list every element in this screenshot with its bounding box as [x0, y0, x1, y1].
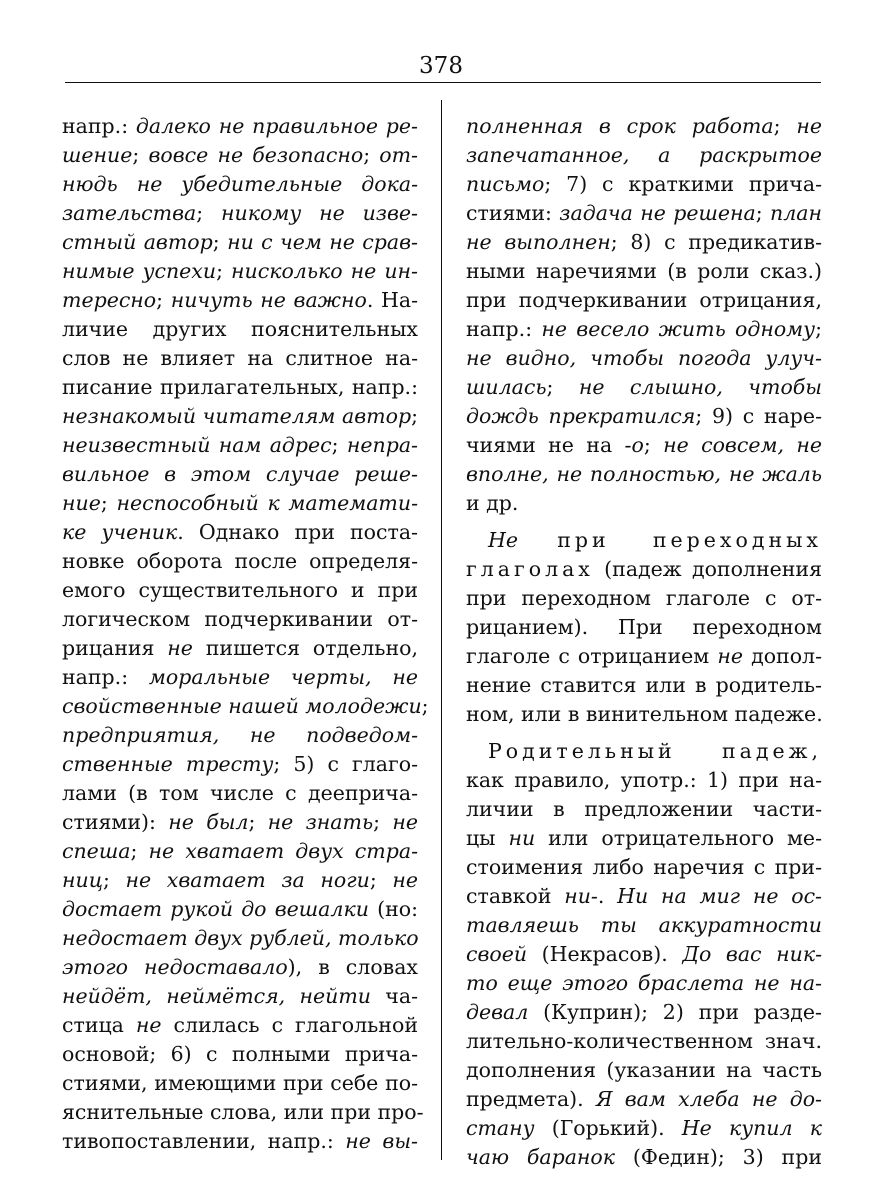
text-run: ном, или в винительном падеже. — [466, 702, 823, 726]
text-line — [466, 642, 822, 671]
text-line — [466, 373, 822, 402]
text-line — [466, 112, 822, 141]
text-line — [62, 547, 418, 576]
text-line — [466, 170, 822, 199]
text-run: личие других пояснительных — [62, 317, 418, 341]
italic-example: не хватает за ноги — [125, 868, 370, 892]
text-line — [466, 1114, 822, 1143]
spaced-heading: глаголах — [466, 557, 594, 581]
text-line — [62, 1127, 418, 1156]
italic-example: план — [770, 201, 823, 225]
italic-example: моральные черты, не — [148, 665, 418, 689]
text-run: допол- — [742, 644, 823, 668]
text-run: ными наречиями (в роли сказ.) — [466, 259, 822, 283]
text-run: новке оборота после определя- — [62, 549, 418, 573]
text-line — [466, 199, 822, 228]
text-run: ; — [130, 839, 149, 863]
text-line — [62, 112, 418, 141]
text-line — [62, 460, 418, 489]
text-run: напр.: — [62, 665, 149, 689]
italic-example: своей — [466, 942, 528, 966]
text-run: при подчеркивании отрицания, — [466, 288, 822, 312]
text-line — [62, 953, 418, 982]
italic-example: стный автор — [62, 230, 213, 254]
text-line — [62, 315, 418, 344]
text-line — [62, 663, 418, 692]
text-line — [62, 1040, 418, 1069]
italic-example: зательства — [62, 201, 197, 225]
left-column — [62, 112, 429, 1156]
text-run: (Федин); 3) при — [615, 1145, 822, 1169]
italic-example: Не — [488, 528, 519, 552]
text-line — [62, 808, 418, 837]
text-line — [62, 982, 418, 1011]
text-line — [62, 576, 418, 605]
text-run: ; — [216, 259, 232, 283]
text-line — [466, 1143, 822, 1172]
italic-example: достает рукой до вешалки — [62, 897, 369, 921]
text-line — [62, 837, 418, 866]
text-run: ; — [248, 810, 268, 834]
italic-example: ни — [508, 826, 536, 850]
text-run: ; — [100, 491, 117, 515]
text-run: ставкой — [466, 884, 565, 908]
italic-example: ниц — [62, 868, 104, 892]
text-run: (но: — [368, 897, 418, 921]
italic-example: -о — [624, 433, 644, 457]
text-run: нение ставится или в родитель- — [466, 673, 822, 697]
text-run: (Куприн); 2) при разде- — [528, 1000, 822, 1024]
text-line — [466, 584, 822, 613]
italic-example: нюдь не убедительные дока- — [62, 172, 418, 196]
text-line — [62, 402, 418, 431]
text-run: ; — [643, 433, 664, 457]
italic-example: не вы- — [345, 1129, 418, 1153]
spaced-heading: Родительный падеж, — [488, 739, 822, 763]
italic-example: Ни на миг не ос- — [617, 884, 822, 908]
italic-example: недостает двух рублей, только — [62, 926, 419, 950]
text-line — [466, 737, 822, 766]
text-line — [62, 895, 418, 924]
text-line — [466, 228, 822, 257]
text-run: слов не влияет на слитное на- — [62, 346, 418, 370]
text-run: и др. — [466, 491, 519, 515]
text-run: . На- — [366, 288, 418, 312]
italic-example: Не купил к — [681, 1116, 822, 1140]
text-line — [62, 1011, 418, 1040]
text-line — [466, 795, 822, 824]
text-line — [62, 924, 418, 953]
text-run: личии в предложении части- — [466, 797, 822, 821]
italic-example: не слышно, чтобы — [578, 375, 822, 399]
text-line — [62, 170, 418, 199]
text-run: ; — [156, 288, 171, 312]
text-run: ; — [132, 143, 149, 167]
italic-example: предприятия, не подведом- — [62, 723, 418, 747]
italic-example: не выполнен — [466, 230, 611, 254]
text-line — [62, 721, 418, 750]
text-run: ; — [103, 868, 126, 892]
italic-example: спеша — [62, 839, 131, 863]
text-line — [466, 1056, 822, 1085]
header-rule — [65, 82, 821, 83]
italic-example: запечатанное, а раскрытое — [466, 143, 822, 167]
text-line — [466, 998, 822, 1027]
text-run — [518, 528, 557, 552]
text-line — [466, 1085, 822, 1114]
text-run: рицанием). При переходном — [466, 615, 822, 639]
text-run: ; — [331, 433, 347, 457]
italic-example: вовсе не безопасно — [148, 143, 364, 167]
italic-example: нисколько не ин- — [231, 259, 418, 283]
text-line — [62, 1098, 424, 1127]
italic-example: не — [717, 644, 743, 668]
italic-example: от- — [379, 143, 418, 167]
text-run: (падеж дополнения — [593, 557, 822, 581]
italic-example: ни с чем не срав- — [227, 230, 418, 254]
italic-example: чаю баранок — [466, 1145, 616, 1169]
text-line — [62, 634, 418, 663]
text-run: напр.: — [466, 317, 542, 341]
text-run: стица — [62, 1013, 136, 1037]
text-run: при переходном глаголе с от- — [466, 586, 822, 610]
italic-example: девал — [466, 1000, 529, 1024]
italic-example: вильное в этом случае реше- — [62, 462, 418, 486]
italic-example: этого недоставало — [62, 955, 288, 979]
text-line — [466, 940, 822, 969]
text-run: тивопоставлении, напр.: — [62, 1129, 346, 1153]
text-line — [466, 460, 822, 489]
text-run: ; — [373, 810, 393, 834]
text-run: ; — [411, 404, 418, 428]
italic-example: До вас ник- — [682, 942, 822, 966]
italic-example: полненная в срок работа — [466, 114, 774, 138]
italic-example: свойственные нашей молодежи — [62, 694, 422, 718]
text-line — [62, 228, 418, 257]
text-run: ; — [212, 230, 228, 254]
italic-example: письмо — [466, 172, 545, 196]
text-run: лительно-количественном знач. — [466, 1029, 822, 1053]
text-line — [466, 141, 822, 170]
text-run: ; — [546, 375, 579, 399]
italic-example: неизвестный нам адрес — [62, 433, 332, 457]
italic-example: не был — [168, 810, 249, 834]
spaced-heading: при переходных — [557, 528, 822, 552]
text-run: ; — [815, 317, 822, 341]
text-run: лами (в том числе с дееприча- — [62, 781, 418, 805]
italic-example: ке ученик — [62, 520, 178, 544]
text-run: стиями, имеющими при себе по- — [62, 1071, 418, 1095]
text-run: дополнения (указании на часть — [466, 1058, 822, 1082]
text-line — [466, 315, 822, 344]
italic-example: нейдёт, неймётся, нейти — [62, 984, 371, 1008]
text-line — [466, 344, 822, 373]
italic-example: не — [796, 114, 822, 138]
text-line — [466, 286, 822, 315]
italic-example: не совсем, не — [663, 433, 822, 457]
text-line — [466, 882, 822, 911]
italic-example: тересно — [62, 288, 157, 312]
paragraph-gap — [466, 729, 822, 737]
text-run: ; — [196, 201, 222, 225]
text-run: (Горький). — [534, 1116, 682, 1140]
text-run: как правило, употр.: 1) при на- — [466, 768, 822, 792]
italic-example: то еще этого браслета не на- — [466, 971, 822, 995]
text-run: ; 8) с предикатив- — [610, 230, 822, 254]
text-line — [62, 750, 418, 779]
italic-example: вполне, не полностью, не жаль — [466, 462, 822, 486]
text-line — [62, 344, 418, 373]
text-run: стоимения либо наречия с при- — [466, 855, 822, 879]
italic-example: не видно, чтобы погода улуч- — [466, 346, 822, 370]
italic-example: непра- — [346, 433, 418, 457]
text-line — [62, 518, 418, 547]
text-line — [466, 489, 822, 518]
text-run: емого существительного и при — [62, 578, 418, 602]
text-run: писание прилагательных, напр.: — [62, 375, 418, 399]
italic-example: не — [392, 868, 418, 892]
text-run: ча- — [371, 984, 419, 1008]
text-run: ; — [755, 201, 771, 225]
text-run: напр.: — [62, 114, 136, 138]
italic-example: Я вам хлеба не до- — [595, 1087, 822, 1111]
text-run: слилась с глагольной — [161, 1013, 418, 1037]
text-run: ), в словах — [287, 955, 418, 979]
italic-example: никому не изве- — [221, 201, 418, 225]
italic-example: ни- — [564, 884, 598, 908]
paragraph-gap — [466, 518, 822, 526]
italic-example: не хватает двух стра- — [148, 839, 418, 863]
text-run: стиями: — [466, 201, 560, 225]
text-line — [62, 431, 418, 460]
italic-example: стану — [466, 1116, 535, 1140]
text-line — [466, 402, 822, 431]
text-line — [466, 700, 822, 729]
page-number: 378 — [419, 53, 463, 79]
text-run: основой; 6) с полными прича- — [62, 1042, 418, 1066]
text-line — [466, 257, 822, 286]
text-line — [466, 853, 822, 882]
text-run: цы — [466, 826, 509, 850]
text-run: пишется отдельно, — [192, 636, 418, 660]
text-line — [466, 969, 822, 998]
text-run: стиями): — [62, 810, 169, 834]
text-run: ; — [421, 694, 429, 718]
italic-example: не весело жить одному — [541, 317, 816, 341]
italic-example: задача не решена — [559, 201, 756, 225]
text-run: ; — [773, 114, 797, 138]
text-run: . — [597, 884, 618, 908]
text-line — [466, 1027, 822, 1056]
text-run: ; 5) с глаго- — [273, 752, 418, 776]
text-line — [466, 613, 822, 642]
text-line — [62, 866, 418, 895]
italic-example: незнакомый читателям автор — [62, 404, 412, 428]
text-line — [62, 257, 418, 286]
italic-example: ничуть не важно — [170, 288, 367, 312]
text-line — [62, 199, 418, 228]
italic-example: не — [135, 1013, 162, 1037]
text-run: ; — [369, 868, 393, 892]
text-line — [62, 1069, 418, 1098]
italic-example: ние — [62, 491, 101, 515]
italic-example: дождь прекратился — [466, 404, 696, 428]
text-line — [62, 373, 418, 402]
italic-example: неспособный к математи- — [116, 491, 418, 515]
italic-example: далеко не правильное ре- — [135, 114, 418, 138]
italic-example: ственные тресту — [62, 752, 274, 776]
italic-example: нимые успехи — [62, 259, 217, 283]
italic-example: не — [392, 810, 418, 834]
text-line — [466, 555, 822, 584]
text-run: ; 9) с наре- — [695, 404, 822, 428]
text-run: (Некрасов). — [527, 942, 683, 966]
column-divider — [441, 100, 442, 1160]
italic-example: шение — [62, 143, 133, 167]
italic-example: не знать — [267, 810, 374, 834]
text-line — [62, 779, 418, 808]
text-run: глаголе с отрицанием — [466, 644, 718, 668]
text-line — [466, 526, 822, 555]
text-line — [62, 489, 418, 518]
text-run: рицания — [62, 636, 168, 660]
text-run: ; — [363, 143, 380, 167]
text-run: ; 7) с краткими прича- — [544, 172, 822, 196]
text-line — [62, 286, 418, 315]
text-run: чиями не на — [466, 433, 625, 457]
text-line — [466, 824, 822, 853]
text-line — [62, 141, 418, 170]
text-line — [466, 431, 822, 460]
text-line — [466, 766, 822, 795]
text-line — [62, 605, 418, 634]
italic-example: шилась — [466, 375, 547, 399]
text-run: предмета). — [466, 1087, 596, 1111]
text-line — [466, 911, 822, 940]
italic-example: не — [167, 636, 193, 660]
text-line — [466, 671, 822, 700]
italic-example: тавляешь ты аккуратности — [466, 913, 822, 937]
text-run: или отрицательного ме- — [535, 826, 822, 850]
text-line — [62, 692, 429, 721]
text-run: логическом подчеркивании от- — [62, 607, 418, 631]
text-run: яснительные слова, или при про- — [62, 1100, 424, 1124]
text-run: . Однако при поста- — [177, 520, 418, 544]
right-column — [466, 112, 822, 1172]
